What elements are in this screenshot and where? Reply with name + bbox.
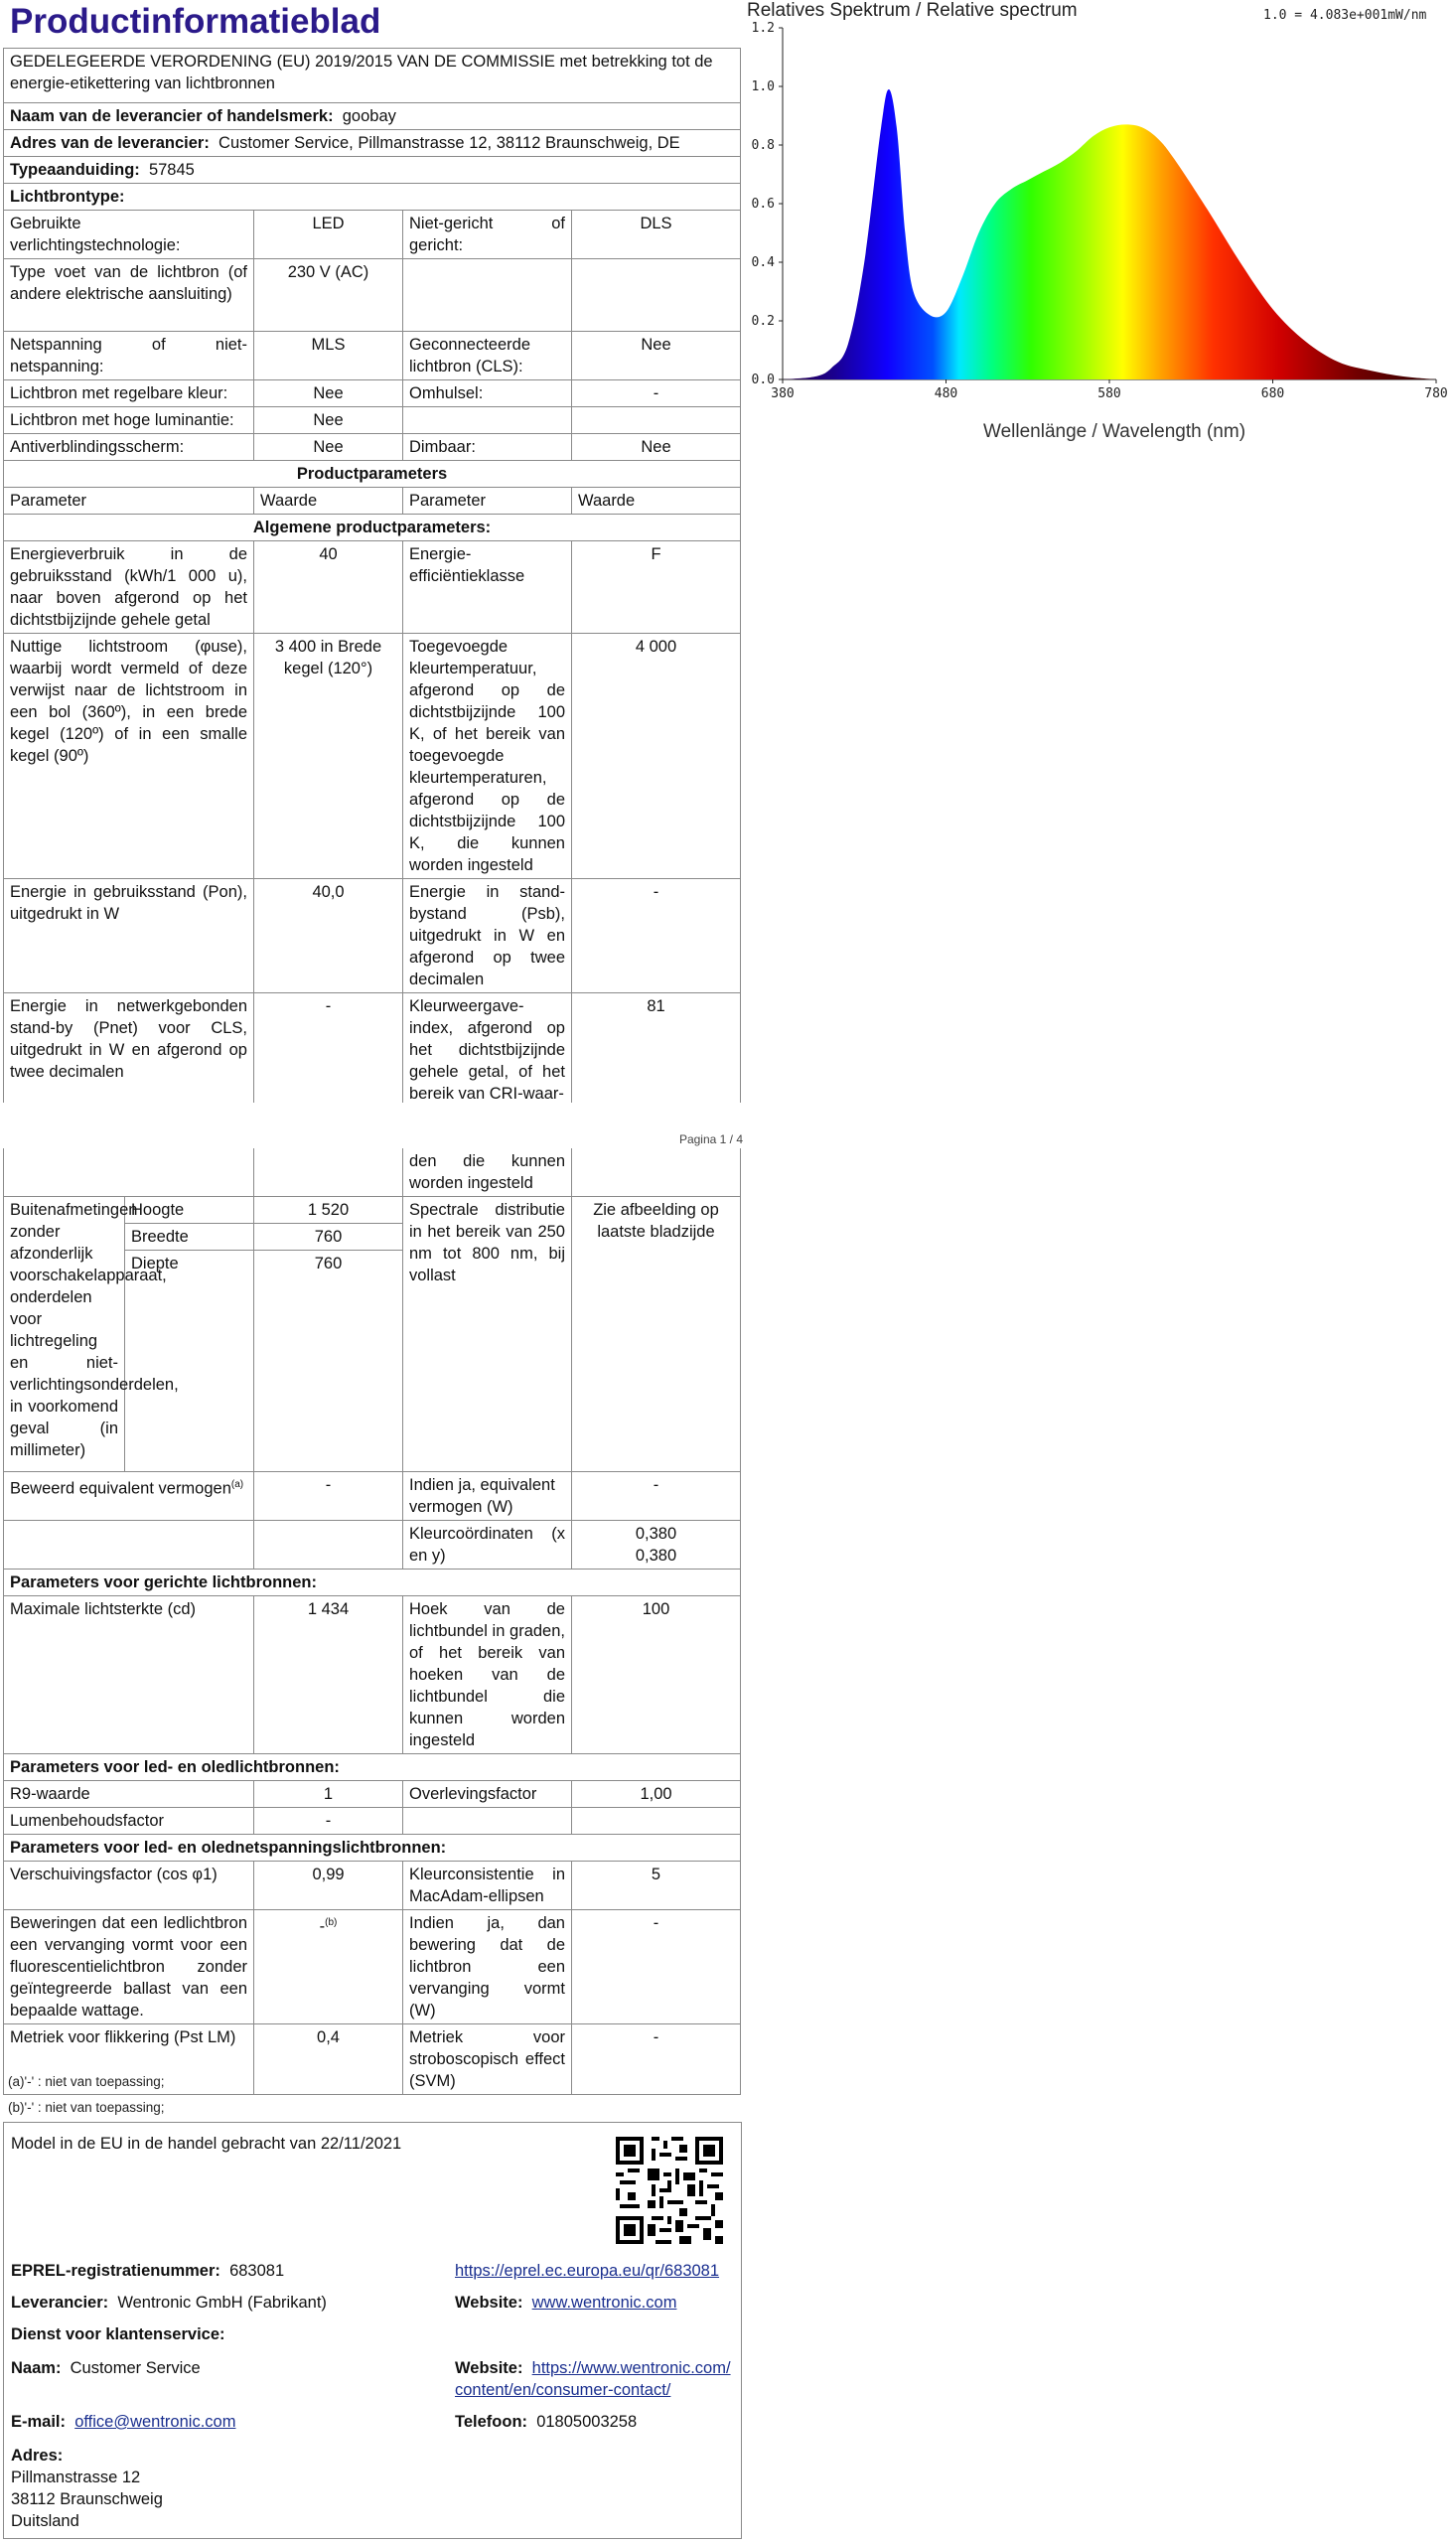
footer-supplier-value: Wentronic GmbH (Fabrikant): [117, 2294, 327, 2312]
param-value: 1 434: [254, 1596, 403, 1754]
lt-label: Geconnecteerde lichtbron (CLS):: [403, 332, 572, 380]
y-tick-label: 0.4: [751, 255, 775, 270]
empty-cell: [572, 1148, 741, 1197]
param-value: 40,0: [254, 879, 403, 993]
param-label: Kleurcoördinaten (x en y): [403, 1521, 572, 1570]
param-label: Beweringen dat een ledlichtbron een vervanging vormt voor een fluorescentielichtbron zonder geïntegreerde ballast van een bepaalde wattage.: [4, 1910, 254, 2024]
website-row: [455, 2292, 676, 2314]
param-label: [403, 1808, 572, 1835]
param-label: Energie in gebruiksstand (Pon), uitgedrukt in W: [4, 879, 254, 993]
spectrum-area: [783, 89, 1436, 379]
claim-value: -: [319, 1917, 326, 1936]
spectrum-x-label: Wellenlänge / Wavelength (nm): [983, 421, 1246, 442]
x-tick-label: 480: [934, 386, 958, 401]
spectrum-chart: [735, 18, 1456, 415]
supplier-value: goobay: [342, 107, 396, 125]
lt-value: -: [572, 380, 741, 407]
x-tick-label: 580: [1097, 386, 1121, 401]
lt-value: DLS: [572, 211, 741, 259]
page-title: Productinformatieblad: [10, 2, 381, 41]
led-params-heading: Parameters voor led- en oledlichtbronnen:: [4, 1754, 741, 1781]
empty-cell: [254, 1521, 403, 1570]
website-link[interactable]: www.wentronic.com: [531, 2294, 677, 2312]
param-value: -: [572, 1910, 741, 2024]
x-tick-label: 380: [771, 386, 795, 401]
footnote-ref-b: (b): [325, 1917, 338, 1928]
dimension-key: Hoogte: [125, 1197, 254, 1224]
x-tick-label: 680: [1260, 386, 1285, 401]
type-row: [4, 157, 741, 184]
y-tick-label: 0.6: [751, 197, 775, 212]
qr-code-icon: [616, 2137, 723, 2244]
param-value: 0,4: [254, 2024, 403, 2095]
param-label: Kleurweergave-index, afgerond op het dichtstbijzijnde gehele getal, of het bereik van CRI-waar-: [403, 993, 572, 1108]
empty-cell: [4, 1148, 254, 1197]
y-tick-label: 0.8: [751, 138, 775, 153]
spectrum-scale-note: 1.0 = 4.083e+001mW/nm: [1263, 8, 1427, 23]
directional-heading: Parameters voor gerichte lichtbronnen:: [4, 1570, 741, 1596]
phone-row: [455, 2411, 637, 2433]
param-label: Kleurconsistentie in MacAdam-ellipsen: [403, 1862, 572, 1910]
contact-name-value: Customer Service: [70, 2359, 201, 2377]
lt-label: Lichtbron met regelbare kleur:: [4, 380, 254, 407]
email-link[interactable]: office@wentronic.com: [74, 2413, 236, 2431]
col-header: Waarde: [572, 488, 741, 515]
param-label: Nuttige lichtstroom (φuse), waarbij wordt vermeld of deze verwijst naar de lichtstroom in een bol (360º), in een brede kegel (120º) of in een smalle kegel (90º): [4, 634, 254, 879]
param-label: [4, 1472, 254, 1521]
type-label: Typeaanduiding:: [10, 161, 140, 179]
lt-value: MLS: [254, 332, 403, 380]
lt-label: Niet-gericht of gericht:: [403, 211, 572, 259]
param-label: Overlevingsfactor: [403, 1781, 572, 1808]
param-label: Maximale lichtsterkte (cd): [4, 1596, 254, 1754]
page-number: Pagina 1 / 4: [678, 1132, 743, 1146]
general-params-heading: Algemene productparameters:: [4, 515, 741, 541]
param-value: -: [572, 1472, 741, 1521]
param-value: 1: [254, 1781, 403, 1808]
lt-label: Type voet van de lichtbron (of andere elektrische aansluiting): [4, 259, 254, 332]
param-value: 3 400 in Brede kegel (120°): [254, 634, 403, 879]
equiv-label: Beweerd equivalent vermogen: [10, 1479, 231, 1498]
footer-address-line: Pillmanstrasse 12: [11, 2468, 141, 2486]
dimension-value: 1 520: [254, 1197, 403, 1224]
y-tick-label: 1.2: [751, 21, 775, 36]
supplier-label: Naam van de leverancier of handelsmerk:: [10, 107, 334, 125]
col-header: Parameter: [403, 488, 572, 515]
empty-cell: [254, 1148, 403, 1197]
param-value: [254, 1910, 403, 2024]
eprel-value: 683081: [229, 2262, 285, 2280]
dimension-value: 760: [254, 1224, 403, 1251]
param-value: -: [254, 1808, 403, 1835]
footnote-b: (b)'-' : niet van toepassing;: [8, 2100, 165, 2115]
market-date: Model in de EU in de handel gebracht van 22/11/2021: [11, 2135, 402, 2153]
mains-params-heading: Parameters voor led- en olednetspanningslichtbronnen:: [4, 1835, 741, 1862]
footer-box: [3, 2122, 742, 2539]
footnote-a: (a)'-' : niet van toepassing;: [8, 2074, 165, 2089]
dimension-value: 760: [254, 1251, 403, 1472]
website-label: Website:: [455, 2294, 523, 2312]
param-value: -: [254, 993, 403, 1108]
customer-service-heading: Dienst voor klantenservice:: [11, 2325, 225, 2343]
param-value: [572, 1808, 741, 1835]
phone-label: Telefoon:: [455, 2413, 528, 2431]
website2-label: Website:: [455, 2359, 523, 2377]
param-value: F: [572, 541, 741, 634]
chroma-y: 0,380: [635, 1547, 677, 1565]
param-label: Energie in stand-bystand (Psb), uitgedrukt in W en afgerond op twee decimalen: [403, 879, 572, 993]
chroma-x: 0,380: [635, 1525, 677, 1543]
lt-value: Nee: [254, 380, 403, 407]
param-value: Zie afbeelding op laatste bladzijde: [572, 1197, 741, 1472]
col-header: Waarde: [254, 488, 403, 515]
footer-address-label: Adres:: [11, 2447, 64, 2465]
y-tick-label: 0.0: [751, 373, 775, 387]
website2-row: [455, 2357, 735, 2401]
lt-value: Nee: [254, 407, 403, 434]
address-value: Customer Service, Pillmanstrasse 12, 38112 Braunschweig, DE: [218, 134, 680, 152]
email-label: E-mail:: [11, 2413, 67, 2431]
y-tick-label: 0.2: [751, 314, 775, 329]
empty-cell: [4, 1521, 254, 1570]
param-value: -: [254, 1472, 403, 1521]
footer-supplier-label: Leverancier:: [11, 2294, 109, 2312]
lt-label: Antiverblindingsscherm:: [4, 434, 254, 461]
param-value: 81: [572, 993, 741, 1108]
param-label: Lumenbehoudsfactor: [4, 1808, 254, 1835]
lt-label: Omhulsel:: [403, 380, 572, 407]
contact-name-row: [11, 2357, 201, 2379]
param-label: Metriek voor flikkering (Pst LM): [4, 2024, 254, 2095]
param-label: Toegevoegde kleurtemperatuur, afgerond op de dichtstbijzijnde 100 K, of het bereik van toegevoegde kleurtemperaturen, afgerond op de dichtstbijzijnde 100 K, die kunnen worden ingesteld: [403, 634, 572, 879]
param-value: 1,00: [572, 1781, 741, 1808]
type-value: 57845: [148, 161, 195, 179]
lt-label: Gebruikte verlichtingstechnologie:: [4, 211, 254, 259]
lt-value: [572, 407, 741, 434]
footer-address-line: 38112 Braunschweig: [11, 2490, 163, 2508]
lt-value: 230 V (AC): [254, 259, 403, 332]
param-value: [572, 1521, 741, 1570]
eprel-row: [11, 2260, 284, 2282]
lightsource-type-heading: Lichtbrontype:: [4, 184, 741, 211]
email-row: [11, 2411, 235, 2433]
footnote-ref-a: (a): [230, 1479, 244, 1490]
lt-value: LED: [254, 211, 403, 259]
param-label-continued: den die kunnen worden ingesteld: [403, 1148, 572, 1197]
param-value: 100: [572, 1596, 741, 1754]
regulation-text: GEDELEGEERDE VERORDENING (EU) 2019/2015 VAN DE COMMISSIE met betrekking tot de energie-etikettering van lichtbronnen: [4, 49, 741, 103]
param-value: 5: [572, 1862, 741, 1910]
param-label: R9-waarde: [4, 1781, 254, 1808]
x-tick-label: 780: [1424, 386, 1448, 401]
website2-link[interactable]: https://www.wentronic.com/content/en/consumer-contact/: [455, 2359, 731, 2399]
info-table-page2: [3, 1148, 741, 2095]
param-label: Verschuivingsfactor (cos φ1): [4, 1862, 254, 1910]
col-header: Parameter: [4, 488, 254, 515]
phone-value: 01805003258: [536, 2413, 638, 2431]
lt-value: [572, 259, 741, 332]
dimension-key: Diepte: [125, 1251, 254, 1472]
lt-label: [403, 259, 572, 332]
param-value: -: [572, 2024, 741, 2095]
param-label: Energieverbruik in de gebruiksstand (kWh/1 000 u), naar boven afgerond op het dichtstbijzijnde gehele getal: [4, 541, 254, 634]
lt-value: Nee: [572, 332, 741, 380]
param-label: Energie-efficiëntieklasse: [403, 541, 572, 634]
info-table-page1: [3, 48, 741, 1108]
param-value: 4 000: [572, 634, 741, 879]
contact-name-label: Naam:: [11, 2359, 62, 2377]
param-label: Spectrale distributie in het bereik van 250 nm tot 800 nm, bij vollast: [403, 1197, 572, 1472]
param-label: Metriek voor stroboscopisch effect (SVM): [403, 2024, 572, 2095]
dimensions-label: Buitenafmetingen zonder afzonderlijk voorschakelapparaat, onderdelen voor lichtregeling en niet-verlichtingsonderdelen, in voorkomend geval (in millimeter): [4, 1197, 125, 1472]
dimension-key: Breedte: [125, 1224, 254, 1251]
lt-label: [403, 407, 572, 434]
page-break: [0, 1103, 755, 1152]
spectrum-title: Relatives Spektrum / Relative spectrum: [747, 0, 1078, 21]
lt-label: Netspanning of niet-netspanning:: [4, 332, 254, 380]
eprel-link[interactable]: https://eprel.ec.europa.eu/qr/683081: [455, 2262, 720, 2280]
param-label: Energie in netwerkgebonden stand-by (Pnet) voor CLS, uitgedrukt in W en afgerond op twee decimalen: [4, 993, 254, 1108]
footer-supplier-row: [11, 2292, 327, 2314]
y-tick-label: 1.0: [751, 79, 775, 94]
supplier-row: [4, 103, 741, 130]
productparameters-heading: Productparameters: [4, 461, 741, 488]
address-label: Adres van de leverancier:: [10, 134, 210, 152]
footer-address-line: Duitsland: [11, 2512, 79, 2530]
param-value: -: [572, 879, 741, 993]
lt-label: Lichtbron met hoge luminantie:: [4, 407, 254, 434]
param-label: Hoek van de lichtbundel in graden, of het bereik van hoeken van de lichtbundel die kunnen worden ingesteld: [403, 1596, 572, 1754]
eprel-label: EPREL-registratienummer:: [11, 2262, 220, 2280]
param-value: 40: [254, 541, 403, 634]
address-row: [4, 130, 741, 157]
param-value: 0,99: [254, 1862, 403, 1910]
lt-label: Dimbaar:: [403, 434, 572, 461]
param-label: Indien ja, equivalent vermogen (W): [403, 1472, 572, 1521]
param-label: Indien ja, dan bewering dat de lichtbron een vervanging vormt (W): [403, 1910, 572, 2024]
lt-value: Nee: [572, 434, 741, 461]
lt-value: Nee: [254, 434, 403, 461]
